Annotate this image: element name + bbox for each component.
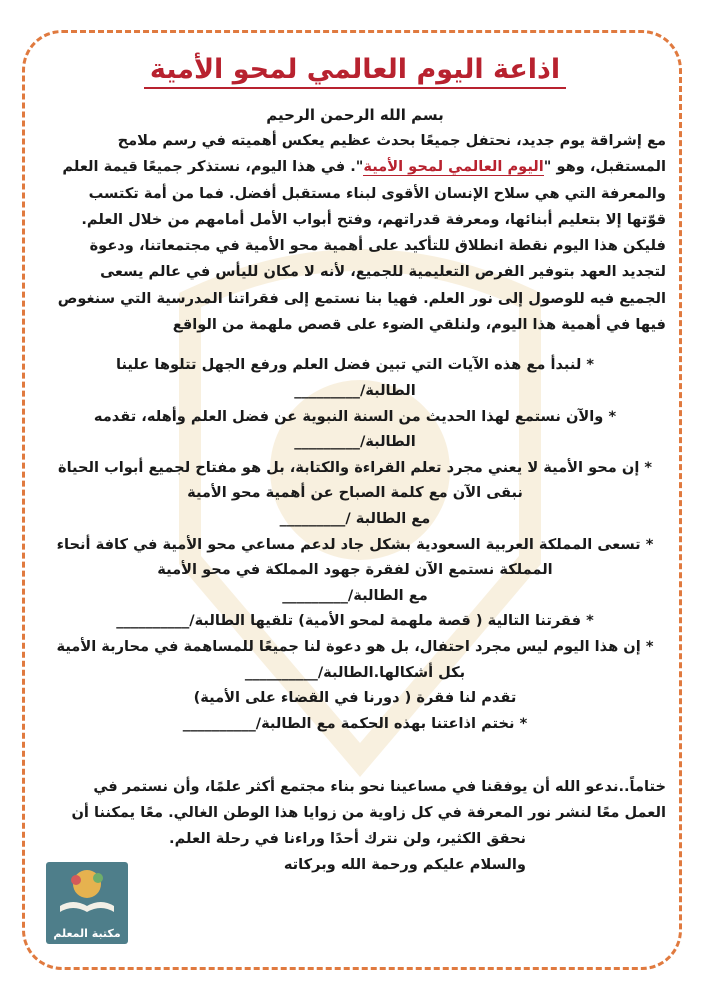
segment-line: الطالبة/_________ bbox=[294, 381, 416, 399]
segment-line: تقدم لنا فقرة ( دورنا في القضاء على الأمية) bbox=[193, 689, 517, 707]
teacher-library-logo bbox=[46, 862, 128, 944]
segment-line: مع الطالبة /_________ bbox=[279, 509, 431, 527]
closing-paragraph bbox=[44, 774, 666, 878]
document-page bbox=[44, 48, 666, 968]
page-title: اذاعة اليوم العالمي لمحو الأمية bbox=[44, 48, 666, 92]
segment-line: * والآن نستمع لهذا الحديث من السنة النبوية عن فضل العلم وأهله، تقدمه bbox=[93, 407, 617, 425]
intro-line: الجميع فيه للوصول إلى نور العلم. فهيا بنا نستمع إلى فقراتنا المدرسية التي سنغوص bbox=[57, 289, 666, 307]
segment-line: * نختم اذاعتنا بهذه الحكمة مع الطالبة/__________ bbox=[182, 714, 528, 732]
closing-line: العمل معًا لنشر نور المعرفة في كل زاوية من زوايا هذا الوطن الغالي. معًا يمكننا أن bbox=[71, 804, 666, 822]
segment-line: * إن هذا اليوم ليس مجرد احتفال، بل هو دعوة لنا جميعًا للمساهمة في محاربة الأمية bbox=[56, 637, 654, 655]
closing-line: والسلام عليكم ورحمة الله وبركاته bbox=[283, 856, 526, 874]
intro-line: مع إشراقة يوم جديد، نحتفل جميعًا بحدث عظيم يعكس أهميته في رسم ملامح bbox=[117, 132, 666, 149]
segment-line: نبقى الآن مع كلمة الصباح عن أهمية محو الأمية bbox=[187, 484, 523, 502]
segment-line: * لنبدأ مع هذه الآيات التي تبين فضل العلم ورفع الجهل تتلوها علينا bbox=[115, 356, 595, 374]
closing-line: ختاماً..ندعو الله أن يوفقنا في مساعينا نحو بناء مجتمع أكثر علمًا، وأن نستمر في bbox=[93, 778, 666, 796]
closing-line: نحقق الكثير، ولن نترك أحدًا وراءنا في رحلة العلم. bbox=[169, 830, 526, 848]
intro-line: والمعرفة التي هي سلاح الإنسان الأقوى لبناء مستقبل أفضل. فما من أمة تكتسب bbox=[88, 184, 666, 202]
intro-line: فليكن هذا اليوم نقطة انطلاق للتأكيد على أهمية محو الأمية في مجتمعاتنا، ودعوة bbox=[89, 237, 666, 255]
segment-line: مع الطالبة/_________ bbox=[282, 586, 428, 604]
intro-paragraph bbox=[44, 128, 666, 338]
segment-line: بكل أشكالها.الطالبة/__________ bbox=[244, 663, 466, 681]
basmala: بسم الله الرحمن الرحيم bbox=[266, 106, 444, 124]
highlighted-event-name: اليوم العالمي لمحو الأمية bbox=[363, 158, 544, 176]
intro-line: فيها في أهمية هذا اليوم، ولنلقي الضوء على قصص ملهمة من الواقع bbox=[172, 316, 666, 334]
intro-line: لتجديد العهد بتوفير الفرص التعليمية للجميع، لأنه لا مكان لليأس في عالم يسعى bbox=[100, 263, 666, 281]
program-segments bbox=[44, 352, 666, 736]
logo-label: مكتبة المعلم bbox=[53, 927, 121, 940]
segment-line: * تسعى المملكة العربية السعودية بشكل جاد لدعم مساعي محو الأمية في كافة أنحاء bbox=[56, 535, 654, 553]
intro-line: قوّتها إلا بتعليم أبنائها، ومعرفة قدراتهم، وفتح أبواب الأمل أمامهم من خلال العلم. bbox=[81, 210, 666, 228]
segment-line: الطالبة/_________ bbox=[294, 433, 416, 451]
segment-line: المملكة نستمع الآن لفقرة جهود المملكة في محو الأمية bbox=[157, 561, 553, 579]
open-book-icon bbox=[46, 862, 128, 922]
intro-line: المستقبل، وهو "اليوم العالمي لمحو الأمية". في هذا اليوم، نستذكر جميعًا قيمة العلم bbox=[62, 158, 666, 176]
segment-line: * فقرتنا التالية ( قصة ملهمة لمحو الأمية) تلقيها الطالبة/__________ bbox=[116, 612, 594, 630]
segment-line: * إن محو الأمية لا يعني مجرد تعلم القراءة والكتابة، بل هو مفتاح لجميع أبواب الحياة bbox=[57, 458, 653, 476]
